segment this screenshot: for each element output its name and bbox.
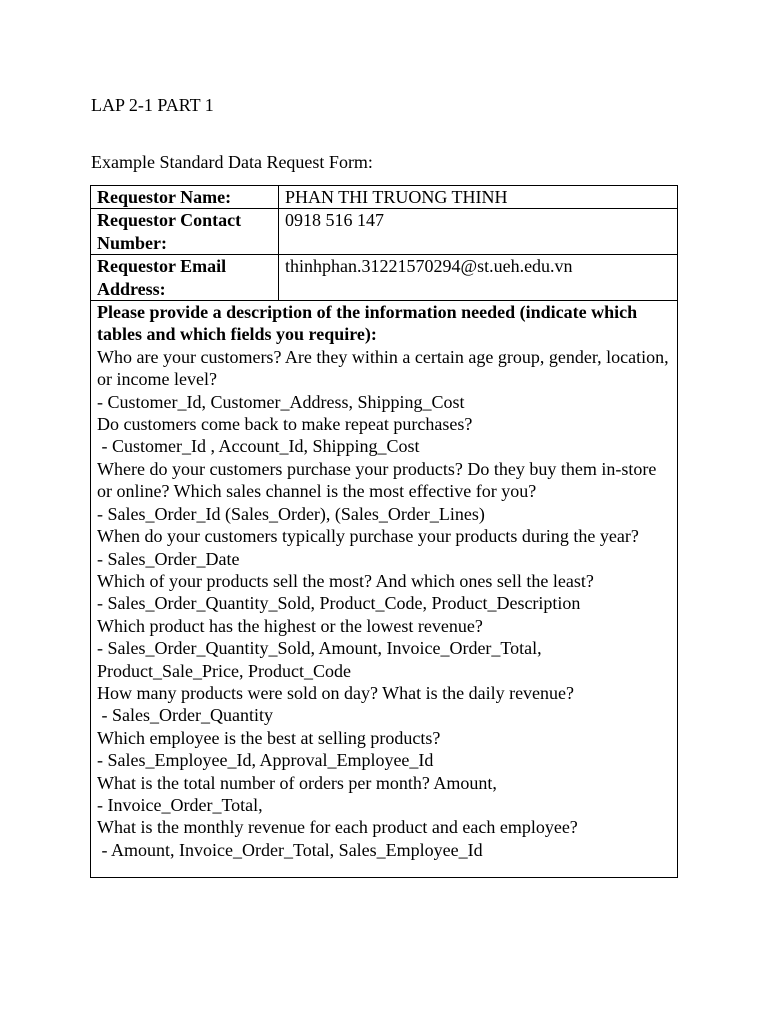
requestor-contact-row	[91, 209, 678, 255]
description-line: - Sales_Order_Quantity	[97, 705, 273, 726]
description-line: - Sales_Order_Quantity_Sold, Product_Code, Product_Description	[97, 593, 581, 614]
description-line: Do customers come back to make repeat purchases?	[97, 414, 473, 435]
description-lines	[97, 346, 674, 861]
requestor-name-label: Requestor Name:	[91, 186, 279, 209]
description-line: Which product has the highest or the lowest revenue?	[97, 615, 483, 636]
description-row	[91, 301, 678, 878]
description-line: - Sales_Order_Id (Sales_Order), (Sales_Order_Lines)	[97, 503, 485, 524]
requestor-contact-label: Requestor Contact Number:	[91, 209, 279, 255]
description-line: What is the total number of orders per month? Amount,	[97, 772, 497, 793]
description-line: What is the monthly revenue for each product and each employee?	[97, 817, 578, 838]
description-cell	[91, 301, 678, 878]
description-line: - Customer_Id , Account_Id, Shipping_Cost	[97, 436, 420, 457]
requestor-email-label: Requestor Email Address:	[91, 255, 279, 301]
data-request-form-table	[90, 185, 678, 878]
description-line: - Customer_Id, Customer_Address, Shipping_Cost	[97, 391, 465, 412]
requestor-email-value: thinhphan.31221570294@st.ueh.edu.vn	[279, 255, 678, 301]
requestor-name-row	[91, 186, 678, 209]
description-line: How many products were sold on day? What is the daily revenue?	[97, 682, 575, 703]
description-line: - Sales_Order_Quantity_Sold, Amount, Invoice_Order_Total, Product_Sale_Price, Product_Code	[97, 638, 547, 681]
requestor-name-value: PHAN THI TRUONG THINH	[279, 186, 678, 209]
page-title: LAP 2-1 PART 1	[91, 95, 214, 115]
description-line: - Amount, Invoice_Order_Total, Sales_Employee_Id	[97, 839, 483, 860]
description-line: - Sales_Order_Date	[97, 548, 240, 569]
description-line: Where do your customers purchase your products? Do they buy them in-store or online? Which sales channel is the most effective for you?	[97, 458, 661, 502]
form-intro: Example Standard Data Request Form:	[91, 152, 373, 172]
description-line: - Sales_Employee_Id, Approval_Employee_Id	[97, 750, 434, 771]
requestor-email-row	[91, 255, 678, 301]
description-line: Which of your products sell the most? And which ones sell the least?	[97, 570, 594, 591]
description-line: When do your customers typically purchase your products during the year?	[97, 526, 639, 547]
description-line: Who are your customers? Are they within a certain age group, gender, location, or income level?	[97, 346, 674, 390]
description-prompt: Please provide a description of the information needed (indicate which tables and which fields you require):	[97, 302, 638, 345]
requestor-contact-value: 0918 516 147	[279, 209, 678, 255]
description-line: - Invoice_Order_Total,	[97, 794, 263, 815]
description-line: Which employee is the best at selling products?	[97, 727, 441, 748]
